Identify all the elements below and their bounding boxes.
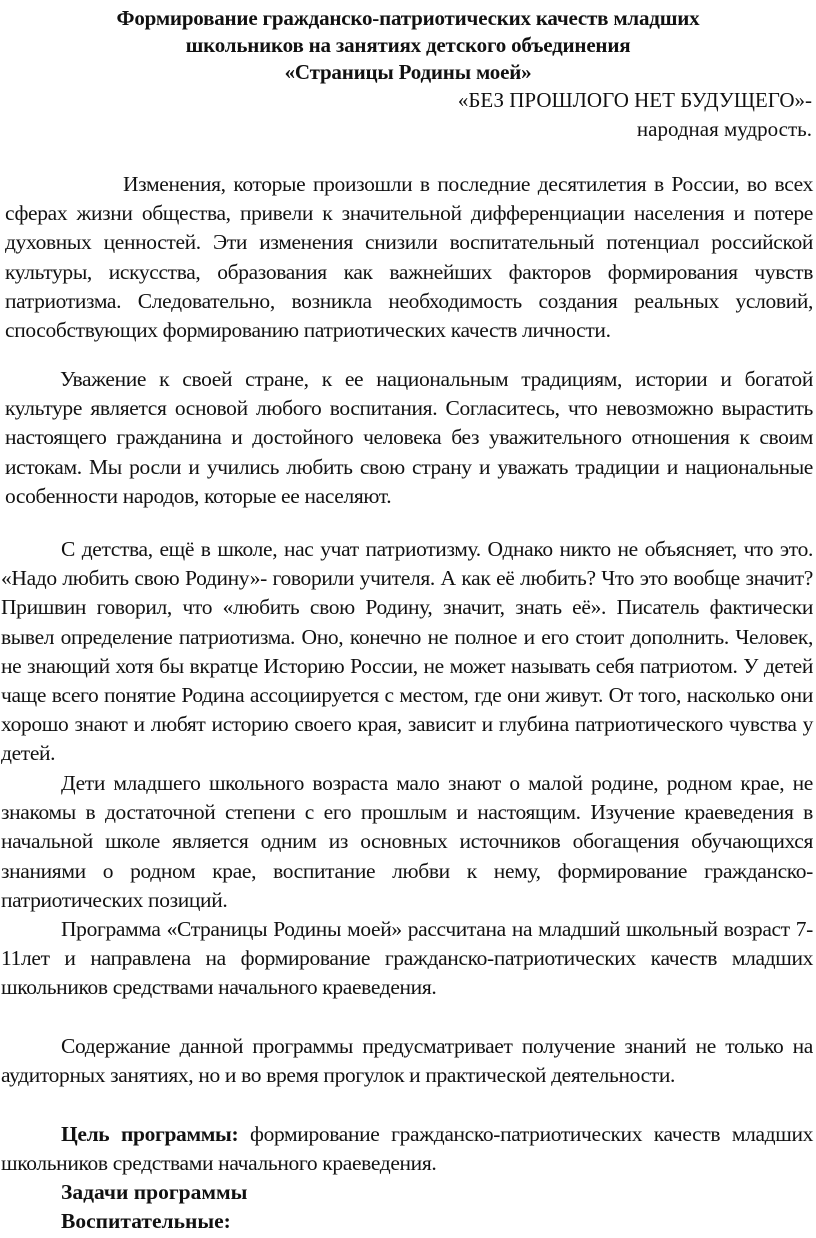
paragraph-text: Программа «Страницы Родины моей» рассчитана на младший школьный возраст 7-11лет и направлена на формирование гражданско-патриотических качеств младших школьников средствами начального краеведения. [1,917,813,1000]
paragraph-text: Содержание данной программы предусматривает получение знаний не только на аудиторных занятиях, но и во время прогулок и практической деятельности. [1,1034,813,1088]
goal-text: формирование гражданско-патриотических качеств младших школьников средствами начального краеведения. [1,1122,813,1176]
goal-label: Цель программы: [61,1122,239,1146]
paragraph-goal [1,1120,813,1178]
paragraph-respect [5,365,813,511]
paragraph-text: Дети младшего школьного возраста мало знают о малой родине, родном крае, не знакомы в достаточной степени с его прошлым и настоящим. Изучение краеведения в начальной школе является одним из основных источников обогащения обучающихся знаниями о родном крае, воспитание любви к нему, формирование гражданско-патриотических позиций. [1,771,813,912]
paragraph-text: С детства, ещё в школе, нас учат патриотизму. Однако никто не объясняет, что это. «Надо любить свою Родину»- говорили учителя. А как её любить? Что это вообще значит? Пришвин говорил, что «любить свою Родину, значит, знать её». Писатель фактически вывел определение патриотизма. Оно, конечно не полное и его стоит дополнить. Человек, не знающий хотя бы вкратце Историю России, не может называть себя патриотом. У детей чаще всего понятие Родина ассоциируется с местом, где они живут. От того, насколько они хорошо знают и любят историю своего края, зависит и глубина патриотического чувства у детей. [1,537,813,766]
paragraph-childhood [1,535,813,769]
epigraph [458,86,812,144]
paragraph-text: Уважение к своей стране, к ее национальным традициям, истории и богатой культуре является основой любого воспитания. Согласитесь, что невозможно вырастить настоящего гражданина и достойного человека без уважительного отношения к своим истокам. Мы росли и учились любить свою страну и уважать традиции и национальные особенности народов, которые ее населяют. [5,367,813,508]
title-line-1: Формирование гражданско-патриотических качеств младших [116,6,700,30]
title-line-3: «Страницы Родины моей» [284,60,532,84]
paragraph-changes [5,170,813,345]
epigraph-quote: «БЕЗ ПРОШЛОГО НЕТ БУДУЩЕГО»- [457,88,812,112]
title-line-2: школьников на занятиях детского объединения [185,33,631,57]
tasks-heading: Задачи программы [61,1180,248,1204]
paragraph-program [1,915,813,1003]
goal-paragraph [1,1120,813,1178]
paragraph-local-history [1,769,813,915]
paragraph-content [1,1032,813,1090]
educational-heading: Воспитательные: [61,1209,231,1233]
paragraph-text: Изменения, которые произошли в последние десятилетия в России, во всех сферах жизни общества, привели к значительной дифференциации населения и потере духовных ценностей. Эти изменения снизили воспитательный потенциал российской культуры, искусства, образования как важнейших факторов формирования чувств патриотизма. Следовательно, возникла необходимость создания реальных условий, способствующих формированию патриотических качеств личности. [5,172,813,343]
epigraph-attribution: народная мудрость. [636,117,812,141]
document-title [0,5,816,86]
